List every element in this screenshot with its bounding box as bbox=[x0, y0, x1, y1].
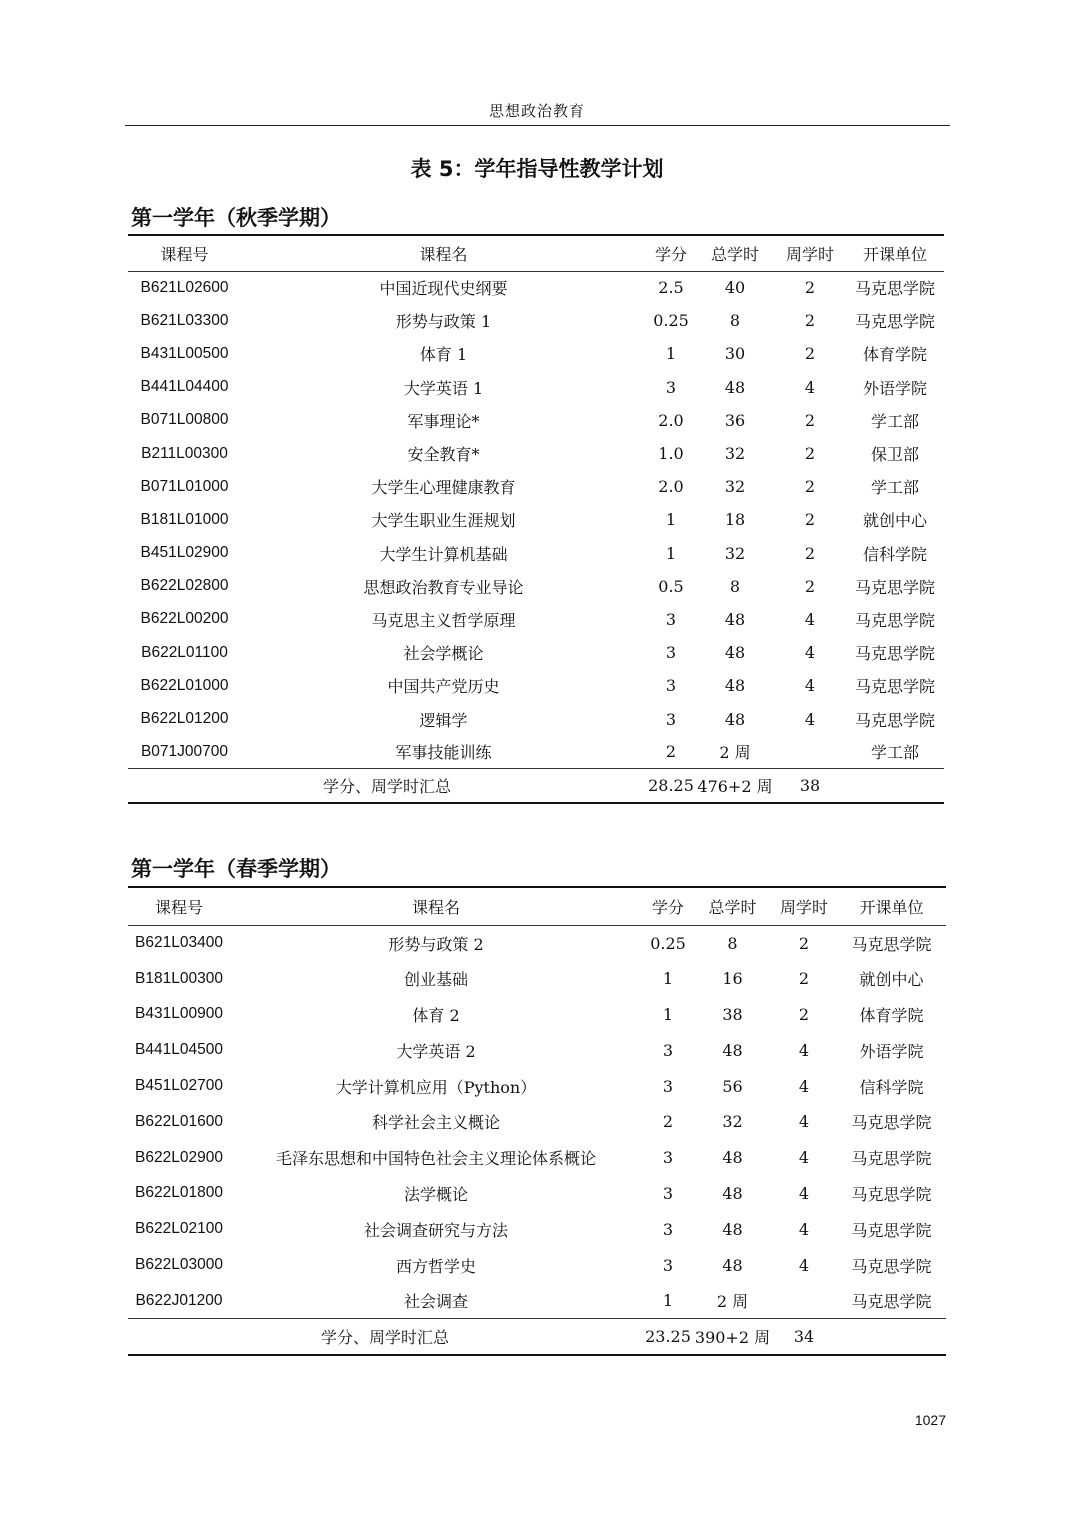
course-code-cell: B621L03300 bbox=[140, 311, 229, 329]
course-name-cell: 大学计算机应用（Python） bbox=[335, 1077, 537, 1097]
weekly-hours-cell: 4 bbox=[798, 1076, 810, 1096]
credits-cell: 3 bbox=[665, 643, 677, 663]
course-name-cell: 大学英语 2 bbox=[396, 1041, 476, 1061]
credits-cell: 3 bbox=[662, 1183, 674, 1203]
table-row bbox=[128, 603, 944, 636]
weekly-hours-cell: 2 bbox=[804, 510, 816, 530]
weekly-hours-cell bbox=[771, 1283, 837, 1319]
course-name-cell: 大学生心理健康教育 bbox=[371, 478, 516, 498]
course-code-cell: B622L01600 bbox=[135, 1112, 223, 1130]
total-hours-cell: 48 bbox=[722, 1148, 743, 1168]
course-name-cell: 毛泽东思想和中国特色社会主义理论体系概论 bbox=[275, 1149, 596, 1169]
credits-cell: 3 bbox=[662, 1076, 674, 1096]
course-code-cell: B451L02900 bbox=[140, 544, 229, 562]
page-number: 1027 bbox=[914, 1412, 946, 1428]
col-header-weekly-hours: 周学时 bbox=[779, 897, 828, 917]
table-row bbox=[128, 636, 944, 669]
table-row bbox=[128, 702, 944, 735]
total-hours-cell: 48 bbox=[722, 1255, 743, 1275]
department-cell: 就创中心 bbox=[859, 970, 924, 990]
col-header-credits: 学分 bbox=[651, 897, 684, 917]
department-cell: 学工部 bbox=[870, 478, 919, 498]
department-cell: 马克思学院 bbox=[851, 1256, 932, 1276]
credits-cell: 1 bbox=[665, 344, 677, 364]
autumn-course-table bbox=[128, 234, 944, 804]
table-row bbox=[128, 503, 944, 536]
total-hours-cell: 56 bbox=[722, 1076, 743, 1096]
weekly-hours-cell: 2 bbox=[798, 933, 810, 953]
department-cell: 马克思学院 bbox=[851, 934, 932, 954]
col-header-code: 课程号 bbox=[160, 244, 209, 264]
department-cell: 马克思学院 bbox=[851, 1292, 932, 1312]
credits-cell: 2.0 bbox=[658, 410, 684, 430]
course-name-cell: 安全教育* bbox=[407, 445, 480, 465]
total-hours-cell: 18 bbox=[724, 510, 746, 530]
course-code-cell: B621L03400 bbox=[135, 934, 223, 952]
credits-cell: 3 bbox=[665, 676, 677, 696]
table-row bbox=[128, 537, 944, 570]
course-code-cell: B431L00900 bbox=[135, 1005, 223, 1023]
credits-cell: 3 bbox=[662, 1219, 674, 1239]
course-code-cell: B622J01200 bbox=[135, 1291, 223, 1309]
table-row bbox=[128, 337, 944, 370]
table-row bbox=[128, 1211, 946, 1247]
department-cell: 马克思学院 bbox=[854, 312, 935, 332]
department-cell: 马克思学院 bbox=[851, 1149, 932, 1169]
course-name-cell: 逻辑学 bbox=[419, 710, 468, 730]
col-header-code: 课程号 bbox=[154, 897, 203, 917]
weekly-hours-cell: 4 bbox=[798, 1255, 810, 1275]
weekly-hours-cell: 4 bbox=[804, 377, 816, 397]
table-row bbox=[128, 1032, 946, 1068]
department-cell: 学工部 bbox=[870, 743, 919, 763]
table-row bbox=[128, 404, 944, 437]
weekly-hours-cell: 4 bbox=[798, 1040, 810, 1060]
department-cell: 学工部 bbox=[870, 411, 919, 431]
weekly-hours-cell: 2 bbox=[798, 969, 810, 989]
course-code-cell: B181L00300 bbox=[135, 969, 223, 987]
course-name-cell: 中国共产党历史 bbox=[387, 677, 500, 697]
spring-course-table bbox=[128, 886, 946, 1356]
summary-credits: 23.25 bbox=[645, 1327, 691, 1347]
col-header-department: 开课单位 bbox=[859, 897, 924, 917]
credits-cell: 0.5 bbox=[658, 576, 684, 596]
total-hours-cell: 8 bbox=[727, 933, 738, 953]
credits-cell: 3 bbox=[662, 1040, 674, 1060]
credits-cell: 0.25 bbox=[653, 311, 689, 331]
table-row bbox=[128, 570, 944, 603]
total-hours-cell: 48 bbox=[724, 609, 746, 629]
credits-cell: 2 bbox=[665, 742, 677, 762]
course-code-cell: B181L01000 bbox=[140, 510, 229, 528]
weekly-hours-cell: 2 bbox=[804, 477, 816, 497]
table-row bbox=[128, 925, 946, 961]
total-hours-cell: 48 bbox=[724, 377, 746, 397]
course-name-cell: 思想政治教育专业导论 bbox=[363, 577, 524, 597]
table-row bbox=[128, 371, 944, 404]
department-cell: 信科学院 bbox=[862, 544, 927, 564]
department-cell: 保卫部 bbox=[870, 445, 919, 465]
department-cell: 外语学院 bbox=[859, 1041, 924, 1061]
weekly-hours-cell: 4 bbox=[804, 709, 816, 729]
table-row bbox=[128, 1068, 946, 1104]
table-row bbox=[128, 437, 944, 470]
col-header-name: 课程名 bbox=[411, 897, 460, 917]
weekly-hours-cell: 2 bbox=[804, 311, 816, 331]
total-hours-cell: 32 bbox=[724, 543, 746, 563]
summary-row bbox=[128, 1319, 946, 1355]
department-cell: 外语学院 bbox=[862, 378, 927, 398]
weekly-hours-cell bbox=[774, 736, 846, 769]
department-cell: 信科学院 bbox=[859, 1077, 924, 1097]
summary-label: 学分、周学时汇总 bbox=[322, 777, 451, 797]
running-header: 思想政治教育 bbox=[488, 102, 585, 120]
table-row bbox=[128, 961, 946, 997]
summary-total-hours: 390+2 周 bbox=[694, 1328, 771, 1348]
credits-cell: 3 bbox=[665, 609, 677, 629]
weekly-hours-cell: 4 bbox=[804, 643, 816, 663]
summary-department-blank bbox=[846, 769, 944, 803]
course-name-cell: 大学英语 1 bbox=[403, 378, 484, 398]
course-code-cell: B451L02700 bbox=[135, 1077, 223, 1095]
col-header-name: 课程名 bbox=[419, 244, 468, 264]
total-hours-cell: 48 bbox=[722, 1183, 743, 1203]
course-name-cell: 西方哲学史 bbox=[395, 1256, 476, 1276]
course-code-cell: B622L03000 bbox=[135, 1256, 223, 1274]
total-hours-cell: 8 bbox=[729, 576, 741, 596]
summary-credits: 28.25 bbox=[648, 776, 694, 796]
course-code-cell: B211L00300 bbox=[141, 444, 228, 462]
course-name-cell: 社会调查 bbox=[403, 1292, 468, 1312]
course-name-cell: 体育 1 bbox=[419, 345, 468, 365]
col-header-weekly-hours: 周学时 bbox=[785, 244, 834, 264]
weekly-hours-cell: 2 bbox=[798, 1004, 810, 1024]
table-row bbox=[128, 470, 944, 503]
table-row bbox=[128, 1247, 946, 1283]
total-hours-cell: 16 bbox=[722, 969, 743, 989]
course-code-cell: B622L02100 bbox=[135, 1220, 223, 1238]
course-name-cell: 社会学概论 bbox=[403, 644, 484, 664]
table-row bbox=[128, 1283, 946, 1319]
total-hours-cell: 32 bbox=[724, 444, 746, 464]
course-code-cell: B441L04500 bbox=[135, 1041, 223, 1059]
credits-cell: 1.0 bbox=[658, 444, 684, 464]
col-header-department: 开课单位 bbox=[862, 244, 927, 264]
table-row bbox=[128, 1140, 946, 1176]
course-name-cell: 法学概论 bbox=[403, 1184, 468, 1204]
department-cell: 马克思学院 bbox=[854, 610, 935, 630]
total-hours-cell: 30 bbox=[724, 344, 746, 364]
table-row bbox=[128, 1176, 946, 1212]
table-row bbox=[128, 304, 944, 337]
course-code-cell: B071J00700 bbox=[140, 742, 229, 760]
weekly-hours-cell: 4 bbox=[798, 1112, 810, 1132]
table-header-row bbox=[128, 235, 944, 271]
course-name-cell: 创业基础 bbox=[403, 970, 468, 990]
course-name-cell: 大学生计算机基础 bbox=[379, 544, 508, 564]
total-hours-cell: 48 bbox=[722, 1040, 743, 1060]
header-rule bbox=[125, 125, 950, 126]
credits-cell: 2 bbox=[662, 1112, 674, 1132]
department-cell: 体育学院 bbox=[862, 345, 927, 365]
department-cell: 马克思学院 bbox=[851, 1220, 932, 1240]
total-hours-cell: 2 周 bbox=[719, 743, 751, 763]
table-row bbox=[128, 669, 944, 702]
department-cell: 马克思学院 bbox=[854, 644, 935, 664]
course-code-cell: B441L04400 bbox=[140, 378, 229, 396]
weekly-hours-cell: 4 bbox=[804, 609, 816, 629]
credits-cell: 1 bbox=[662, 1004, 674, 1024]
course-name-cell: 军事技能训练 bbox=[395, 743, 492, 763]
table-header-row bbox=[128, 887, 946, 925]
course-code-cell: B622L00200 bbox=[140, 610, 229, 628]
total-hours-cell: 48 bbox=[724, 643, 746, 663]
total-hours-cell: 2 周 bbox=[716, 1292, 749, 1312]
department-cell: 马克思学院 bbox=[851, 1184, 932, 1204]
department-cell: 马克思学院 bbox=[854, 710, 935, 730]
weekly-hours-cell: 2 bbox=[804, 410, 816, 430]
summary-label: 学分、周学时汇总 bbox=[320, 1328, 449, 1348]
total-hours-cell: 48 bbox=[724, 676, 746, 696]
col-header-total-hours: 总学时 bbox=[708, 897, 757, 917]
course-name-cell: 马克思主义哲学原理 bbox=[371, 610, 516, 630]
total-hours-cell: 38 bbox=[722, 1004, 743, 1024]
department-cell: 马克思学院 bbox=[854, 279, 935, 299]
weekly-hours-cell: 4 bbox=[804, 676, 816, 696]
credits-cell: 3 bbox=[662, 1148, 674, 1168]
course-name-cell: 军事理论* bbox=[407, 411, 480, 431]
summary-total-hours: 476+2 周 bbox=[697, 777, 773, 797]
weekly-hours-cell: 2 bbox=[804, 444, 816, 464]
course-code-cell: B622L02900 bbox=[135, 1148, 223, 1166]
col-header-credits: 学分 bbox=[654, 244, 687, 264]
total-hours-cell: 36 bbox=[724, 410, 746, 430]
course-code-cell: B622L01100 bbox=[141, 643, 228, 661]
course-code-cell: B071L01000 bbox=[140, 477, 229, 495]
course-name-cell: 体育 2 bbox=[412, 1005, 460, 1025]
table-row bbox=[128, 736, 944, 769]
weekly-hours-cell: 4 bbox=[798, 1219, 810, 1239]
credits-cell: 3 bbox=[665, 377, 677, 397]
total-hours-cell: 40 bbox=[724, 278, 746, 298]
weekly-hours-cell: 2 bbox=[804, 344, 816, 364]
course-name-cell: 社会调查研究与方法 bbox=[363, 1220, 508, 1240]
course-code-cell: B621L02600 bbox=[140, 278, 229, 296]
total-hours-cell: 32 bbox=[722, 1112, 743, 1132]
total-hours-cell: 48 bbox=[722, 1219, 743, 1239]
credits-cell: 0.25 bbox=[650, 933, 686, 953]
department-cell: 马克思学院 bbox=[851, 1113, 932, 1133]
credits-cell: 3 bbox=[662, 1255, 674, 1275]
department-cell: 体育学院 bbox=[859, 1005, 924, 1025]
course-code-cell: B622L02800 bbox=[140, 577, 229, 595]
course-name-cell: 中国近现代史纲要 bbox=[379, 279, 508, 299]
section-title-autumn: 第一学年（秋季学期） bbox=[131, 206, 341, 230]
department-cell: 就创中心 bbox=[862, 511, 927, 531]
course-code-cell: B622L01000 bbox=[140, 676, 229, 694]
weekly-hours-cell: 4 bbox=[798, 1183, 810, 1203]
total-hours-cell: 32 bbox=[724, 477, 746, 497]
table-row bbox=[128, 271, 944, 304]
course-code-cell: B431L00500 bbox=[140, 344, 229, 362]
total-hours-cell: 8 bbox=[729, 311, 741, 331]
credits-cell: 1 bbox=[665, 510, 677, 530]
summary-department-blank bbox=[837, 1319, 946, 1355]
col-header-total-hours: 总学时 bbox=[710, 244, 759, 264]
summary-row bbox=[128, 769, 944, 803]
credits-cell: 2.0 bbox=[658, 477, 684, 497]
weekly-hours-cell: 2 bbox=[804, 543, 816, 563]
credits-cell: 1 bbox=[662, 1291, 674, 1311]
credits-cell: 1 bbox=[662, 969, 674, 989]
course-code-cell: B622L01800 bbox=[135, 1184, 223, 1202]
section-title-spring: 第一学年（春季学期） bbox=[131, 857, 341, 881]
weekly-hours-cell: 4 bbox=[798, 1148, 810, 1168]
course-code-cell: B071L00800 bbox=[140, 411, 229, 429]
course-name-cell: 科学社会主义概论 bbox=[371, 1113, 500, 1133]
weekly-hours-cell: 2 bbox=[804, 278, 816, 298]
total-hours-cell: 48 bbox=[724, 709, 746, 729]
weekly-hours-cell: 2 bbox=[804, 576, 816, 596]
summary-weekly-hours: 34 bbox=[793, 1327, 815, 1347]
department-cell: 马克思学院 bbox=[854, 677, 935, 697]
table-row bbox=[128, 997, 946, 1033]
course-code-cell: B622L01200 bbox=[140, 710, 229, 728]
course-name-cell: 大学生职业生涯规划 bbox=[371, 511, 516, 531]
course-name-cell: 形势与政策 2 bbox=[388, 934, 484, 954]
course-name-cell: 形势与政策 1 bbox=[395, 312, 492, 332]
summary-weekly-hours: 38 bbox=[799, 776, 821, 796]
table-row bbox=[128, 1104, 946, 1140]
credits-cell: 1 bbox=[665, 543, 677, 563]
table-title: 表 5：学年指导性教学计划 bbox=[410, 157, 664, 181]
department-cell: 马克思学院 bbox=[854, 577, 935, 597]
credits-cell: 3 bbox=[665, 709, 677, 729]
credits-cell: 2.5 bbox=[658, 278, 684, 298]
